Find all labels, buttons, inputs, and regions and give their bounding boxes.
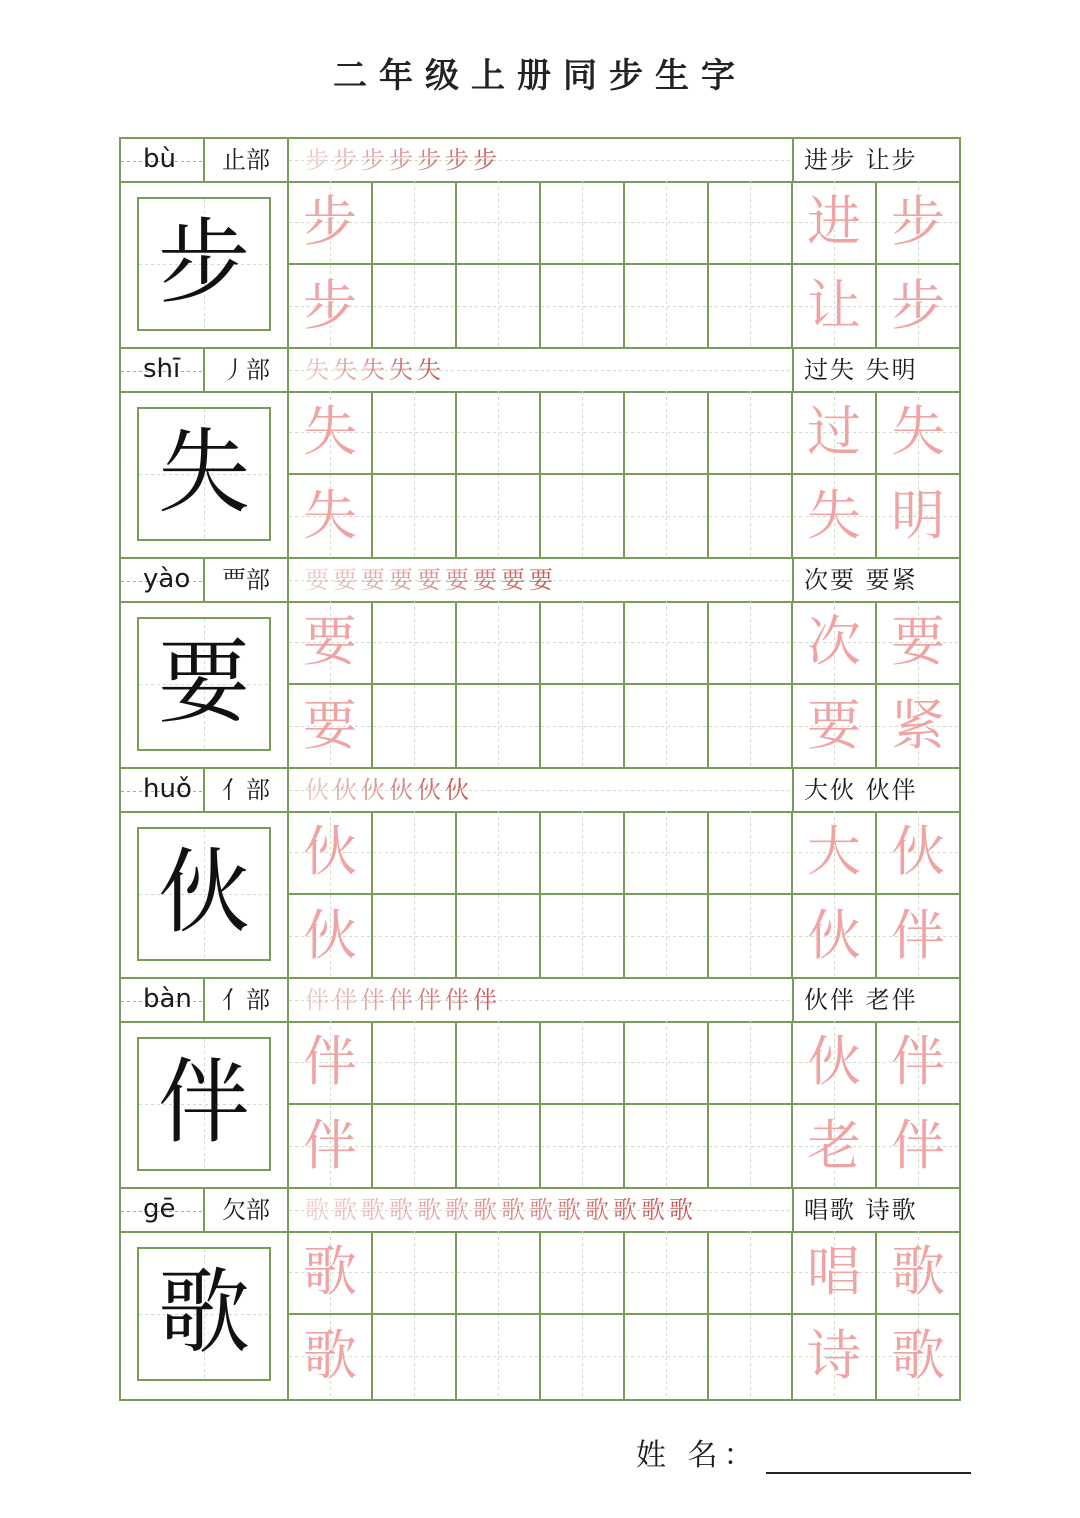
writing-cell[interactable] — [541, 895, 625, 979]
writing-grid — [289, 391, 959, 559]
writing-cell[interactable]: 步 — [877, 265, 959, 349]
writing-cell[interactable]: 过 — [793, 391, 877, 475]
writing-cell[interactable] — [457, 1021, 541, 1105]
writing-cell[interactable] — [373, 391, 457, 475]
stroke-step: 伙 — [417, 776, 445, 804]
writing-cell[interactable] — [457, 601, 541, 685]
writing-cell[interactable] — [625, 265, 709, 349]
stroke-step: 伴 — [361, 986, 389, 1014]
character-block — [121, 769, 959, 979]
stroke-order — [289, 139, 794, 181]
stroke-step: 步 — [417, 146, 445, 174]
stroke-step: 歌 — [445, 1196, 473, 1224]
stroke-step: 要 — [473, 566, 501, 594]
name-label: 姓 名： — [636, 1438, 760, 1473]
stroke-step: 伴 — [333, 986, 361, 1014]
writing-cell[interactable] — [625, 1231, 709, 1315]
stroke-step: 伴 — [389, 986, 417, 1014]
model-character-cell — [121, 811, 289, 979]
radical-label: 欠部 — [205, 1189, 289, 1231]
writing-cell[interactable] — [457, 181, 541, 265]
character-block — [121, 979, 959, 1189]
writing-cell[interactable]: 失 — [289, 475, 373, 559]
stroke-step: 失 — [305, 356, 333, 384]
stroke-step: 歌 — [473, 1196, 501, 1224]
pinyin-label: huǒ — [121, 769, 205, 811]
stroke-step: 歌 — [557, 1196, 585, 1224]
writing-cell[interactable] — [457, 811, 541, 895]
writing-cell[interactable]: 失 — [289, 391, 373, 475]
stroke-step: 失 — [333, 356, 361, 384]
block-header — [121, 1189, 959, 1233]
writing-cell[interactable] — [373, 1231, 457, 1315]
character-block — [121, 349, 959, 559]
writing-cell[interactable]: 歌 — [289, 1231, 373, 1315]
vocabulary-words: 过失 失明 — [804, 356, 918, 384]
writing-cell[interactable] — [373, 1315, 457, 1399]
vocabulary-words: 进步 让步 — [804, 146, 918, 174]
writing-cell[interactable]: 要 — [289, 601, 373, 685]
stroke-step: 要 — [305, 566, 333, 594]
writing-cell[interactable] — [541, 1105, 625, 1189]
writing-cell[interactable] — [373, 685, 457, 769]
stroke-step: 步 — [333, 146, 361, 174]
writing-cell[interactable]: 歌 — [877, 1231, 959, 1315]
writing-cell[interactable] — [541, 1021, 625, 1105]
writing-cell[interactable] — [709, 391, 793, 475]
writing-cell[interactable]: 伙 — [793, 895, 877, 979]
writing-cell[interactable] — [541, 181, 625, 265]
stroke-step: 要 — [417, 566, 445, 594]
writing-cell[interactable] — [709, 1021, 793, 1105]
writing-cell[interactable] — [373, 1021, 457, 1105]
block-header — [121, 559, 959, 603]
vocabulary-words: 唱歌 诗歌 — [804, 1196, 918, 1224]
writing-grid — [289, 601, 959, 769]
name-blank[interactable] — [766, 1442, 971, 1474]
radical-label: 丿部 — [205, 349, 289, 391]
writing-cell[interactable]: 让 — [793, 265, 877, 349]
character-block — [121, 559, 959, 769]
writing-cell[interactable]: 老 — [793, 1105, 877, 1189]
stroke-step: 要 — [333, 566, 361, 594]
stroke-step: 步 — [361, 146, 389, 174]
writing-cell[interactable]: 伴 — [877, 895, 959, 979]
writing-cell[interactable]: 伴 — [877, 1105, 959, 1189]
writing-cell[interactable] — [625, 391, 709, 475]
writing-cell[interactable] — [541, 1315, 625, 1399]
writing-cell[interactable]: 唱 — [793, 1231, 877, 1315]
writing-cell[interactable] — [373, 1105, 457, 1189]
writing-cell[interactable] — [457, 685, 541, 769]
writing-cell[interactable] — [625, 811, 709, 895]
model-character: 要 — [137, 617, 271, 751]
writing-cell[interactable]: 紧 — [877, 685, 959, 769]
stroke-step: 歌 — [613, 1196, 641, 1224]
stroke-step: 歌 — [669, 1196, 697, 1224]
writing-cell[interactable] — [625, 685, 709, 769]
stroke-step: 要 — [445, 566, 473, 594]
model-character: 伴 — [137, 1037, 271, 1171]
model-character: 失 — [137, 407, 271, 541]
writing-cell[interactable] — [625, 1105, 709, 1189]
writing-cell[interactable] — [373, 475, 457, 559]
model-character-cell — [121, 391, 289, 559]
writing-grid — [289, 1021, 959, 1189]
writing-cell[interactable]: 伙 — [793, 1021, 877, 1105]
writing-cell[interactable] — [373, 265, 457, 349]
stroke-step: 步 — [473, 146, 501, 174]
stroke-step: 伙 — [305, 776, 333, 804]
writing-cell[interactable] — [373, 811, 457, 895]
block-header — [121, 769, 959, 813]
pinyin-label: shī — [121, 349, 205, 391]
stroke-step: 歌 — [305, 1196, 333, 1224]
writing-cell[interactable]: 明 — [877, 475, 959, 559]
stroke-step: 步 — [305, 146, 333, 174]
writing-cell[interactable]: 歌 — [877, 1315, 959, 1399]
writing-cell[interactable] — [625, 475, 709, 559]
writing-cell[interactable]: 失 — [877, 391, 959, 475]
radical-label: 亻部 — [205, 979, 289, 1021]
writing-cell[interactable] — [373, 895, 457, 979]
model-character: 歌 — [137, 1247, 271, 1381]
writing-cell[interactable] — [709, 265, 793, 349]
writing-cell[interactable] — [457, 895, 541, 979]
pinyin-label: bàn — [121, 979, 205, 1021]
writing-cell[interactable]: 进 — [793, 181, 877, 265]
model-character-cell — [121, 181, 289, 349]
writing-cell[interactable]: 歌 — [289, 1315, 373, 1399]
stroke-step: 歌 — [585, 1196, 613, 1224]
writing-cell[interactable] — [625, 601, 709, 685]
name-field — [636, 1430, 971, 1474]
writing-grid — [289, 1231, 959, 1399]
model-character-cell — [121, 1231, 289, 1399]
stroke-order — [289, 769, 794, 811]
stroke-step: 歌 — [389, 1196, 417, 1224]
writing-cell[interactable] — [541, 811, 625, 895]
writing-cell[interactable] — [541, 391, 625, 475]
character-block — [121, 1189, 959, 1399]
vocabulary-words: 次要 要紧 — [804, 566, 918, 594]
stroke-step: 伙 — [361, 776, 389, 804]
writing-cell[interactable] — [625, 1315, 709, 1399]
stroke-step: 要 — [361, 566, 389, 594]
writing-cell[interactable] — [457, 1105, 541, 1189]
writing-cell[interactable] — [709, 1315, 793, 1399]
writing-cell[interactable]: 步 — [289, 181, 373, 265]
writing-cell[interactable] — [457, 475, 541, 559]
character-block — [121, 139, 959, 349]
writing-cell[interactable] — [625, 1021, 709, 1105]
writing-cell[interactable] — [709, 475, 793, 559]
writing-cell[interactable] — [457, 1315, 541, 1399]
practice-sheet — [119, 137, 961, 1401]
stroke-step: 歌 — [529, 1196, 557, 1224]
writing-cell[interactable] — [709, 895, 793, 979]
writing-cell[interactable]: 伴 — [289, 1021, 373, 1105]
stroke-step: 歌 — [361, 1196, 389, 1224]
writing-cell[interactable]: 大 — [793, 811, 877, 895]
stroke-step: 歌 — [417, 1196, 445, 1224]
radical-label: 覀部 — [205, 559, 289, 601]
radical-label: 亻部 — [205, 769, 289, 811]
stroke-step: 要 — [529, 566, 557, 594]
writing-cell[interactable] — [457, 391, 541, 475]
writing-cell[interactable] — [541, 265, 625, 349]
model-character: 步 — [137, 197, 271, 331]
writing-cell[interactable] — [709, 1105, 793, 1189]
stroke-step: 要 — [389, 566, 417, 594]
stroke-step: 失 — [417, 356, 445, 384]
writing-cell[interactable]: 要 — [877, 601, 959, 685]
vocabulary-words: 伙伴 老伴 — [804, 986, 918, 1014]
writing-cell[interactable] — [541, 1231, 625, 1315]
stroke-step: 步 — [389, 146, 417, 174]
writing-cell[interactable] — [625, 181, 709, 265]
writing-cell[interactable] — [373, 601, 457, 685]
writing-cell[interactable] — [541, 601, 625, 685]
writing-grid — [289, 811, 959, 979]
writing-cell[interactable]: 诗 — [793, 1315, 877, 1399]
pinyin-label: gē — [121, 1189, 205, 1231]
block-header — [121, 139, 959, 183]
stroke-step: 伙 — [333, 776, 361, 804]
stroke-step: 伴 — [473, 986, 501, 1014]
stroke-step: 步 — [445, 146, 473, 174]
stroke-step: 要 — [501, 566, 529, 594]
stroke-step: 伙 — [389, 776, 417, 804]
block-header — [121, 349, 959, 393]
model-character: 伙 — [137, 827, 271, 961]
writing-cell[interactable]: 伴 — [289, 1105, 373, 1189]
writing-cell[interactable]: 次 — [793, 601, 877, 685]
writing-cell[interactable]: 要 — [289, 685, 373, 769]
stroke-order — [289, 979, 794, 1021]
writing-cell[interactable] — [625, 895, 709, 979]
pinyin-label: bù — [121, 139, 205, 181]
writing-cell[interactable]: 步 — [877, 181, 959, 265]
writing-cell[interactable] — [457, 265, 541, 349]
stroke-step: 歌 — [501, 1196, 529, 1224]
writing-cell[interactable] — [709, 685, 793, 769]
radical-label: 止部 — [205, 139, 289, 181]
stroke-step: 伙 — [445, 776, 473, 804]
writing-cell[interactable]: 步 — [289, 265, 373, 349]
block-header — [121, 979, 959, 1023]
stroke-order — [289, 349, 794, 391]
writing-cell[interactable]: 伙 — [289, 811, 373, 895]
writing-cell[interactable] — [373, 181, 457, 265]
writing-cell[interactable]: 失 — [793, 475, 877, 559]
writing-grid — [289, 181, 959, 349]
page-title: 二年级上册同步生字 — [333, 56, 747, 96]
model-character-cell — [121, 601, 289, 769]
writing-cell[interactable]: 伴 — [877, 1021, 959, 1105]
stroke-step: 伴 — [417, 986, 445, 1014]
writing-cell[interactable] — [709, 1231, 793, 1315]
stroke-step: 歌 — [641, 1196, 669, 1224]
writing-cell[interactable]: 伙 — [877, 811, 959, 895]
writing-cell[interactable] — [709, 181, 793, 265]
writing-cell[interactable] — [541, 685, 625, 769]
stroke-order — [289, 559, 794, 601]
writing-cell[interactable] — [709, 811, 793, 895]
stroke-step: 伴 — [445, 986, 473, 1014]
pinyin-label: yào — [121, 559, 205, 601]
stroke-step: 歌 — [333, 1196, 361, 1224]
writing-cell[interactable] — [709, 601, 793, 685]
stroke-step: 伴 — [305, 986, 333, 1014]
writing-cell[interactable]: 伙 — [289, 895, 373, 979]
stroke-step: 失 — [389, 356, 417, 384]
stroke-step: 失 — [361, 356, 389, 384]
vocabulary-words: 大伙 伙伴 — [804, 776, 918, 804]
stroke-order — [289, 1189, 794, 1231]
writing-cell[interactable] — [541, 475, 625, 559]
model-character-cell — [121, 1021, 289, 1189]
writing-cell[interactable]: 要 — [793, 685, 877, 769]
writing-cell[interactable] — [457, 1231, 541, 1315]
